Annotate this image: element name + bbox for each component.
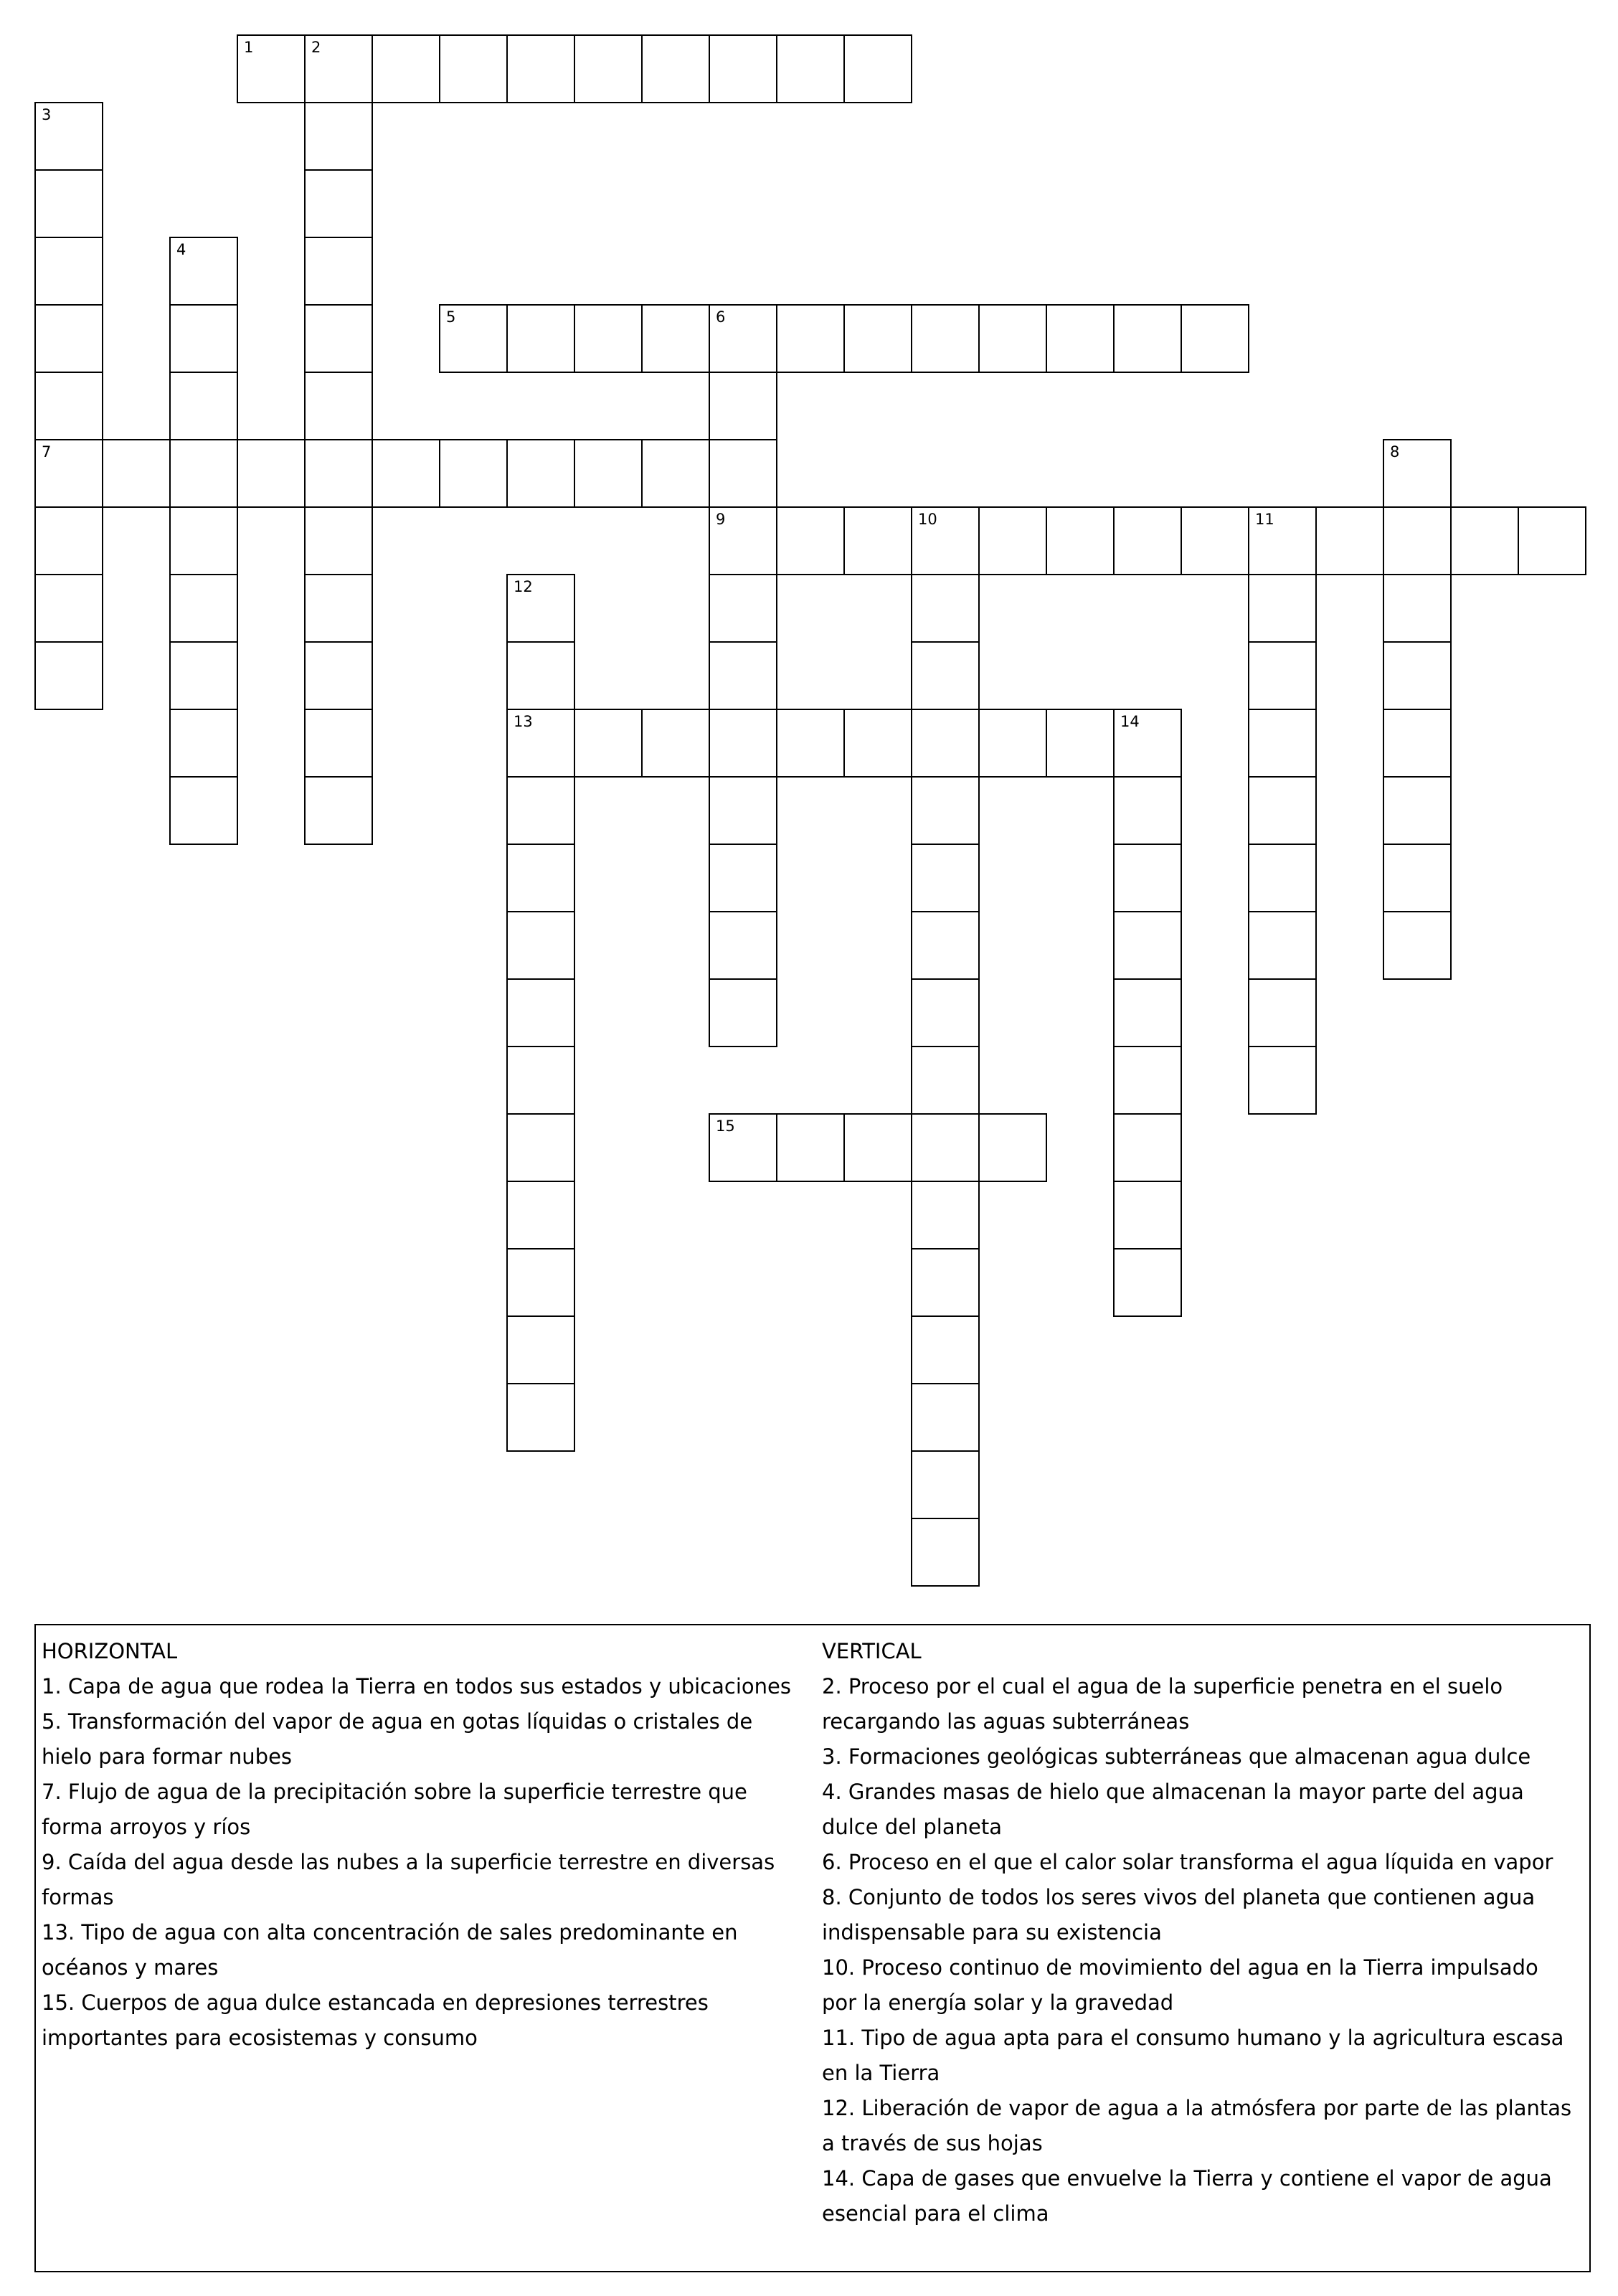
crossword-cell[interactable] bbox=[237, 34, 306, 103]
crossword-cell[interactable] bbox=[304, 237, 373, 306]
crossword-cell[interactable] bbox=[506, 1046, 575, 1115]
clues-box bbox=[34, 1624, 1591, 2272]
crossword-cell[interactable] bbox=[1113, 911, 1182, 980]
clue-number: 11 bbox=[1255, 511, 1274, 528]
crossword-cell[interactable] bbox=[843, 34, 912, 103]
clue-number: 6 bbox=[716, 308, 726, 326]
crossword-cell[interactable] bbox=[978, 304, 1047, 373]
crossword-cell[interactable] bbox=[102, 439, 171, 508]
crossword-cell[interactable] bbox=[776, 709, 845, 778]
crossword-cell[interactable] bbox=[709, 439, 777, 508]
crossword-cell[interactable] bbox=[506, 34, 575, 103]
clue-across-13: 13. Tipo de agua con alta concentración de sales predominante en océanos y mares bbox=[42, 1920, 738, 1980]
crossword-cell[interactable] bbox=[776, 304, 845, 373]
clue-down-2: 2. Proceso por el cual el agua de la superficie penetra en el suelo recargando las aguas subterráneas bbox=[822, 1674, 1503, 1734]
crossword-cell[interactable] bbox=[1248, 1046, 1317, 1115]
crossword-cell[interactable] bbox=[978, 1113, 1047, 1182]
crossword-cell[interactable] bbox=[641, 709, 710, 778]
vertical-clues bbox=[822, 1634, 1575, 2231]
clue-number: 3 bbox=[42, 106, 52, 123]
crossword-cell[interactable] bbox=[304, 506, 373, 575]
crossword-cell[interactable] bbox=[304, 709, 373, 778]
crossword-cell[interactable] bbox=[911, 1181, 980, 1249]
crossword-cell[interactable] bbox=[439, 439, 508, 508]
crossword-cell[interactable] bbox=[641, 304, 710, 373]
crossword-cell[interactable] bbox=[574, 304, 643, 373]
crossword-cell[interactable] bbox=[1518, 506, 1586, 575]
crossword-cell[interactable] bbox=[506, 978, 575, 1047]
crossword-cell[interactable] bbox=[911, 506, 980, 575]
crossword-cell[interactable] bbox=[1113, 776, 1182, 845]
crossword-cell[interactable] bbox=[169, 372, 238, 440]
clue-down-10: 10. Proceso continuo de movimiento del agua en la Tierra impulsado por la energía solar y la gravedad bbox=[822, 1955, 1538, 2015]
crossword-cell[interactable] bbox=[843, 709, 912, 778]
clue-down-12: 12. Liberación de vapor de agua a la atmósfera por parte de las plantas a través de sus hojas bbox=[822, 2096, 1572, 2155]
crossword-cell[interactable] bbox=[439, 304, 508, 373]
crossword-cell[interactable] bbox=[574, 709, 643, 778]
crossword-cell[interactable] bbox=[169, 641, 238, 710]
crossword-cell[interactable] bbox=[304, 102, 373, 171]
clue-number: 15 bbox=[716, 1118, 735, 1135]
clue-number: 9 bbox=[716, 511, 726, 528]
clue-down-6: 6. Proceso en el que el calor solar transforma el agua líquida en vapor bbox=[822, 1850, 1553, 1874]
crossword-cell[interactable] bbox=[506, 911, 575, 980]
crossword-cell[interactable] bbox=[911, 844, 980, 912]
crossword-cell[interactable] bbox=[641, 34, 710, 103]
vertical-heading: VERTICAL bbox=[822, 1639, 922, 1663]
crossword-cell[interactable] bbox=[1046, 506, 1115, 575]
crossword-cell[interactable] bbox=[1248, 574, 1317, 643]
crossword-cell[interactable] bbox=[506, 641, 575, 710]
crossword-cell[interactable] bbox=[1248, 911, 1317, 980]
crossword-cell[interactable] bbox=[506, 776, 575, 845]
crossword-cell[interactable] bbox=[1383, 641, 1452, 710]
crossword-cell[interactable] bbox=[911, 1113, 980, 1182]
clue-number: 5 bbox=[446, 308, 456, 326]
crossword-cell[interactable] bbox=[843, 1113, 912, 1182]
clue-number: 4 bbox=[176, 241, 186, 258]
clue-across-5: 5. Transformación del vapor de agua en gotas líquidas o cristales de hielo para formar nubes bbox=[42, 1709, 753, 1769]
crossword-cell[interactable] bbox=[1248, 506, 1317, 575]
crossword-cell[interactable] bbox=[776, 1113, 845, 1182]
crossword-cell[interactable] bbox=[709, 372, 777, 440]
crossword-cell[interactable] bbox=[506, 844, 575, 912]
crossword-cell[interactable] bbox=[34, 372, 103, 440]
crossword-cell[interactable] bbox=[911, 911, 980, 980]
crossword-cell[interactable] bbox=[1383, 506, 1452, 575]
crossword-cell[interactable] bbox=[1248, 776, 1317, 845]
crossword-cell[interactable] bbox=[709, 574, 777, 643]
crossword-cell[interactable] bbox=[776, 34, 845, 103]
crossword-cell[interactable] bbox=[978, 506, 1047, 575]
crossword-cell[interactable] bbox=[304, 34, 373, 103]
crossword-cell[interactable] bbox=[911, 709, 980, 778]
crossword-cell[interactable] bbox=[304, 439, 373, 508]
crossword-cell[interactable] bbox=[34, 304, 103, 373]
crossword-cell[interactable] bbox=[372, 439, 440, 508]
crossword-cell[interactable] bbox=[1248, 641, 1317, 710]
crossword-cell[interactable] bbox=[1315, 506, 1384, 575]
crossword-cell[interactable] bbox=[34, 641, 103, 710]
crossword-cell[interactable] bbox=[34, 169, 103, 238]
crossword-cell[interactable] bbox=[304, 169, 373, 238]
crossword-cell[interactable] bbox=[911, 1450, 980, 1519]
crossword-cell[interactable] bbox=[34, 237, 103, 306]
crossword-cell[interactable] bbox=[1113, 1046, 1182, 1115]
crossword-cell[interactable] bbox=[506, 304, 575, 373]
crossword-cell[interactable] bbox=[1113, 978, 1182, 1047]
crossword-cell[interactable] bbox=[641, 439, 710, 508]
clue-down-11: 11. Tipo de agua apta para el consumo humano y la agricultura escasa en la Tierra bbox=[822, 2026, 1564, 2085]
crossword-cell[interactable] bbox=[34, 506, 103, 575]
crossword-cell[interactable] bbox=[34, 439, 103, 508]
crossword-cell[interactable] bbox=[1248, 978, 1317, 1047]
crossword-cell[interactable] bbox=[304, 776, 373, 845]
crossword-cell[interactable] bbox=[506, 709, 575, 778]
crossword-cell[interactable] bbox=[304, 372, 373, 440]
crossword-cell[interactable] bbox=[911, 1248, 980, 1317]
crossword-cell[interactable] bbox=[843, 304, 912, 373]
crossword-cell[interactable] bbox=[911, 641, 980, 710]
clue-down-4: 4. Grandes masas de hielo que almacenan la mayor parte del agua dulce del planeta bbox=[822, 1780, 1524, 1839]
crossword-cell[interactable] bbox=[1383, 776, 1452, 845]
crossword-cell[interactable] bbox=[169, 709, 238, 778]
crossword-cell[interactable] bbox=[1113, 1181, 1182, 1249]
crossword-cell[interactable] bbox=[911, 1046, 980, 1115]
clue-number: 10 bbox=[918, 511, 937, 528]
crossword-cell[interactable] bbox=[709, 709, 777, 778]
crossword-cell[interactable] bbox=[1113, 1113, 1182, 1182]
crossword-cell[interactable] bbox=[911, 978, 980, 1047]
crossword-cell[interactable] bbox=[304, 641, 373, 710]
crossword-cell[interactable] bbox=[1113, 844, 1182, 912]
crossword-cell[interactable] bbox=[911, 304, 980, 373]
crossword-cell[interactable] bbox=[304, 574, 373, 643]
crossword-cell[interactable] bbox=[1383, 709, 1452, 778]
crossword-cell[interactable] bbox=[506, 1181, 575, 1249]
crossword-cell[interactable] bbox=[776, 506, 845, 575]
clue-across-1: 1. Capa de agua que rodea la Tierra en todos sus estados y ubicaciones bbox=[42, 1674, 791, 1699]
crossword-cell[interactable] bbox=[709, 641, 777, 710]
crossword-cell[interactable] bbox=[709, 304, 777, 373]
crossword-cell[interactable] bbox=[1181, 304, 1249, 373]
clue-down-8: 8. Conjunto de todos los seres vivos del planeta que contienen agua indispensable para su existencia bbox=[822, 1885, 1536, 1945]
crossword-cell[interactable] bbox=[1113, 304, 1182, 373]
crossword-cell[interactable] bbox=[1383, 911, 1452, 980]
clue-number: 12 bbox=[514, 578, 533, 595]
crossword-cell[interactable] bbox=[1113, 1248, 1182, 1317]
clue-down-3: 3. Formaciones geológicas subterráneas que almacenan agua dulce bbox=[822, 1744, 1531, 1769]
clue-number: 7 bbox=[42, 443, 52, 460]
crossword-cell[interactable] bbox=[1383, 844, 1452, 912]
crossword-cell[interactable] bbox=[169, 237, 238, 306]
clue-number: 14 bbox=[1120, 713, 1140, 730]
crossword-cell[interactable] bbox=[911, 776, 980, 845]
crossword-cell[interactable] bbox=[1383, 574, 1452, 643]
crossword-cell[interactable] bbox=[439, 34, 508, 103]
crossword-cell[interactable] bbox=[506, 1383, 575, 1452]
horizontal-clues bbox=[42, 1634, 802, 2056]
clue-across-7: 7. Flujo de agua de la precipitación sobre la superficie terrestre que forma arroyos y ríos bbox=[42, 1780, 747, 1839]
crossword-cell[interactable] bbox=[911, 1315, 980, 1384]
crossword-cell[interactable] bbox=[1181, 506, 1249, 575]
crossword-cell[interactable] bbox=[978, 709, 1047, 778]
crossword-cell[interactable] bbox=[237, 439, 306, 508]
crossword-cell[interactable] bbox=[574, 439, 643, 508]
crossword-cell[interactable] bbox=[34, 102, 103, 171]
crossword-cell[interactable] bbox=[169, 304, 238, 373]
clue-number: 2 bbox=[311, 39, 321, 56]
crossword-cell[interactable] bbox=[709, 844, 777, 912]
crossword-cell[interactable] bbox=[169, 574, 238, 643]
crossword-cell[interactable] bbox=[1113, 709, 1182, 778]
clue-number: 8 bbox=[1390, 443, 1400, 460]
clue-down-14: 14. Capa de gases que envuelve la Tierra y contiene el vapor de agua esencial para el clima bbox=[822, 2166, 1552, 2226]
crossword-cell[interactable] bbox=[34, 574, 103, 643]
crossword-cell[interactable] bbox=[1113, 506, 1182, 575]
clue-number: 1 bbox=[244, 39, 254, 56]
crossword-cell[interactable] bbox=[372, 34, 440, 103]
crossword-cell[interactable] bbox=[709, 776, 777, 845]
crossword-cell[interactable] bbox=[911, 1518, 980, 1587]
crossword-cell[interactable] bbox=[169, 439, 238, 508]
crossword-cell[interactable] bbox=[911, 1383, 980, 1452]
clue-across-15: 15. Cuerpos de agua dulce estancada en depresiones terrestres importantes para ecosistemas y consumo bbox=[42, 1990, 709, 2050]
crossword-cell[interactable] bbox=[709, 978, 777, 1047]
crossword-cell[interactable] bbox=[506, 574, 575, 643]
crossword-cell[interactable] bbox=[169, 776, 238, 845]
crossword-cell[interactable] bbox=[506, 1113, 575, 1182]
crossword-cell[interactable] bbox=[169, 506, 238, 575]
crossword-cell[interactable] bbox=[506, 1248, 575, 1317]
crossword-cell[interactable] bbox=[843, 506, 912, 575]
crossword-cell[interactable] bbox=[506, 1315, 575, 1384]
crossword-cell[interactable] bbox=[709, 34, 777, 103]
crossword-cell[interactable] bbox=[1450, 506, 1519, 575]
clue-across-9: 9. Caída del agua desde las nubes a la superficie terrestre en diversas formas bbox=[42, 1850, 775, 1909]
crossword-cell[interactable] bbox=[1046, 709, 1115, 778]
crossword-cell[interactable] bbox=[1248, 709, 1317, 778]
crossword-cell[interactable] bbox=[709, 506, 777, 575]
crossword-cell[interactable] bbox=[304, 304, 373, 373]
crossword-cell[interactable] bbox=[574, 34, 643, 103]
crossword-cell[interactable] bbox=[1046, 304, 1115, 373]
crossword-cell[interactable] bbox=[911, 574, 980, 643]
crossword-cell[interactable] bbox=[709, 1113, 777, 1182]
horizontal-heading: HORIZONTAL bbox=[42, 1639, 178, 1663]
crossword-cell[interactable] bbox=[1248, 844, 1317, 912]
crossword-cell[interactable] bbox=[709, 911, 777, 980]
crossword-cell[interactable] bbox=[506, 439, 575, 508]
crossword-cell[interactable] bbox=[1383, 439, 1452, 508]
clue-number: 13 bbox=[514, 713, 533, 730]
